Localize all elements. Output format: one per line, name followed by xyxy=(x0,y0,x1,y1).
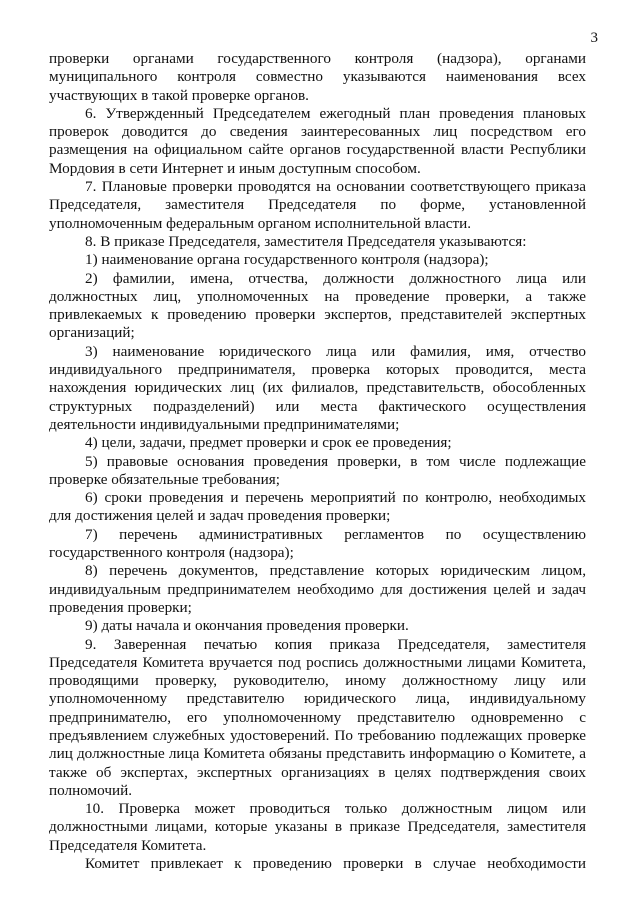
list-item-5: 5) правовые основания проведения проверки, в том числе подлежащие проверке обязательные требования; xyxy=(49,452,586,488)
list-item-4: 4) цели, задачи, предмет проверки и срок ее проведения; xyxy=(85,434,452,452)
paragraph-item-6: 6. Утвержденный Председателем ежегодный план проведения плановых проверок доводится до сведения заинтересованных лиц посредством его размещения на официальном сайте органов государственной власти Республики Мордовия в сети Интернет и иным доступным способом. xyxy=(49,104,586,177)
paragraph-continuation: проверки органами государственного контроля (надзора), органами муниципального контроля совместно указываются наименования всех участвующих в такой проверке органов. xyxy=(49,50,586,104)
paragraph-item-7: 7. Плановые проверки проводятся на основании соответствующего приказа Председателя, заместителя Председателя по форме, установленной уполномоченным федеральным органом исполнительной власти. xyxy=(49,178,586,232)
paragraph-committee: Комитет привлекает к проведению проверки в случае необходимости xyxy=(85,855,586,873)
list-item-7: 7) перечень административных регламентов по осуществлению государственного контроля (надзора); xyxy=(49,525,586,562)
list-item-1: 1) наименование органа государственного контроля (надзора); xyxy=(85,251,489,269)
paragraph-item-9: 9. Заверенная печатью копия приказа Председателя, заместителя Председателя Комитета вручается под роспись должностными лицами Комитета, проводящими проверку, руководителю, иному должностному лицу или уполномоченному представителю юридического лица, индивидуальному предпринимателю, его уполномоченному представителю одновременно с предъявлением служебных удостоверений. По требованию подлежащих проверке лиц должностные лица Комитета обязаны представить информацию о Комитете, а также об экспертах, экспертных организациях в целях подтверждения своих полномочий. xyxy=(49,635,586,799)
paragraph-item-8: 8. В приказе Председателя, заместителя Председателя указываются: xyxy=(85,232,527,250)
page-number: 3 xyxy=(590,30,598,46)
list-item-2: 2) фамилии, имена, отчества, должности должностного лица или должностных лиц, уполномоченных на проведение проверки, а также привлекаемых к проведению проверки экспертов, представителей экспертных организаций; xyxy=(49,269,586,342)
list-item-9: 9) даты начала и окончания проведения проверки. xyxy=(85,617,409,635)
paragraph-item-10: 10. Проверка может проводиться только должностным лицом или должностными лицами, которые указаны в приказе Председателя, заместителя Председателя Комитета. xyxy=(49,800,586,854)
document-body xyxy=(49,50,586,873)
list-item-8: 8) перечень документов, представление которых юридическим лицом, индивидуальным предпринимателем необходимо для достижения целей и задач проведения проверки; xyxy=(49,562,586,616)
list-item-6: 6) сроки проведения и перечень мероприятий по контролю, необходимых для достижения целей и задач проведения проверки; xyxy=(49,489,586,525)
list-item-3: 3) наименование юридического лица или фамилия, имя, отчество индивидуального предпринимателя, проверка которых проводится, места нахождения юридических лиц (их филиалов, представительств, обособленных структурных подразделений) или места фактического осуществления деятельности индивидуальными предпринимателями; xyxy=(49,342,586,433)
